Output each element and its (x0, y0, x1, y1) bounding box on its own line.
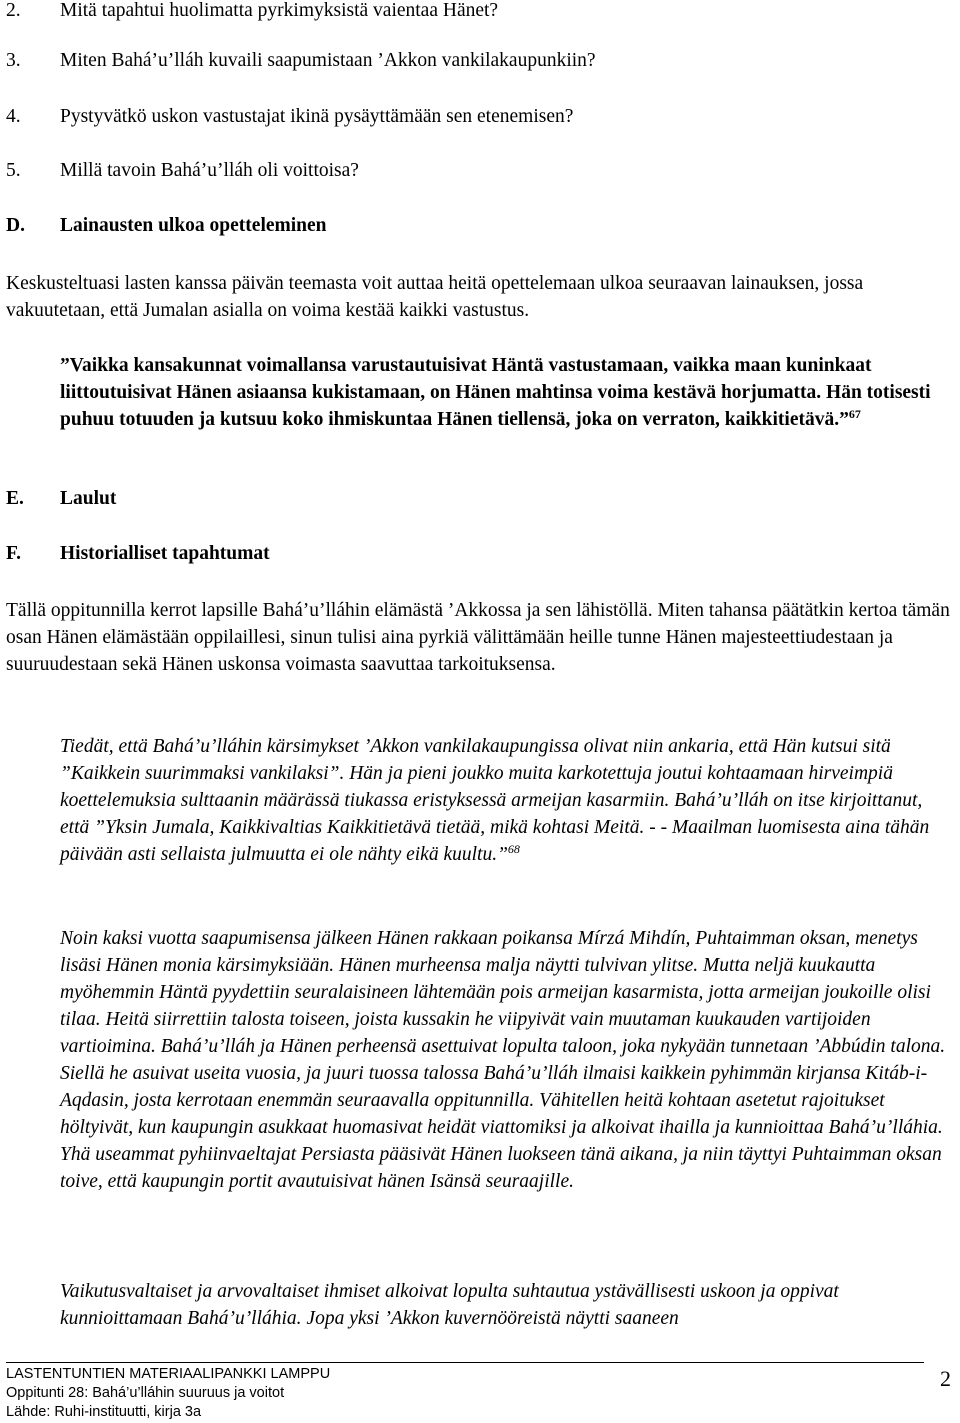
footer-divider (6, 1362, 924, 1363)
question-number: 5. (6, 160, 21, 181)
story-paragraph-3: Vaikutusvaltaiset ja arvovaltaiset ihmiset alkoivat lopulta suhtautua ystävällisesti uskoon ja oppivat kunnioittamaan Bahá’u’lláhia. Jopa yksi ’Akkon kuvernööreistä näytti saaneen (60, 1281, 839, 1329)
section-d-letter: D. (6, 215, 25, 236)
story-paragraph-1 (60, 733, 956, 868)
question-text: Millä tavoin Bahá’u’lláh oli voittoisa? (60, 160, 359, 181)
question-number: 2. (6, 0, 21, 21)
question-text: Miten Bahá’u’lláh kuvaili saapumistaan ’Akkon vankilakaupunkiin? (60, 50, 596, 71)
page-number: 2 (940, 1366, 951, 1391)
question-text: Pystyvätkö uskon vastustajat ikinä pysäyttämään sen etenemisen? (60, 106, 574, 127)
paragraph-footnote-ref: 68 (507, 842, 520, 856)
memorization-quote (60, 352, 956, 433)
story-paragraph-1-text: Tiedät, että Bahá’u’lláhin kärsimykset ’Akkon vankilakaupungissa olivat niin ankaria, että Hän kutsui sitä ”Kaikkein suurimmaksi vankilaksi”. Hän ja pieni joukko muita karkotettuja joutui kohtaamaan hirveimpiä koettelemuksia sulttaanin määrässä tiukassa eristyksessä armeijan kasarmiin. Bahá’u’lláh on itse kirjoittanut, että ”Yksin Jumala, Kaikkivaltias Kaikkitietävä tietää, mikä kohtasi Meitä. - - Maailman luomisesta aina tähän päivään asti sellaista julmuutta ei ole nähty eikä kuultu.” (60, 736, 930, 865)
story-paragraph-2: Noin kaksi vuotta saapumisensa jälkeen Hänen rakkaan poikansa Mírzá Mihdín, Puhtaimman oksan, menetys lisäsi Hänen monia kärsimyksiään. Hänen murheensa malja näytti tulvivan ylitse. Mutta neljä kuukautta myöhemmin Häntä pyydettiin seuralaisineen lähtemään pois armeijan kasarmista, jotta armeijan joukoille olisi tilaa. Heitä siirrettiin talosta toiseen, joista kussakin he viipyivät vain muutaman kuukauden vartijoiden vartioimina. Bahá’u’lláh ja Hänen perheensä asettuivat lopulta taloon, joka nykyään tunnetaan ’Abbúdin talona. Siellä he asuivat useita vuosia, ja juuri tuossa talossa Bahá’u’lláh ilmaisi kaikkein pyhimmän kirjansa Kitáb-i-Aqdasin, josta kerrotaan enemmän seuraavalla oppitunnilla. Vähitellen heitä kohtaan asetetut rajoitukset höltyivät, kun kaupungin asukkaat huomasivat heidät viattomiksi ja alkoivat ihailla ja kunnioittaa Bahá’u’lláhia. Yhä useammat pyhiinvaeltajat Persiasta pääsivät Hänen luokseen tänä aikana, ja niin täyttyi Puhtaimman oksan toive, että kaupungin portit avautuisivat hänen Isänsä seuraajille. (60, 928, 946, 1192)
section-e-letter: E. (6, 488, 24, 509)
question-number: 4. (6, 106, 21, 127)
footer-source: Lähde: Ruhi-instituutti, kirja 3a (6, 1404, 202, 1420)
section-f-letter: F. (6, 543, 21, 564)
section-e-title: Laulut (60, 488, 117, 509)
question-text: Mitä tapahtui huolimatta pyrkimyksistä vaientaa Hänet? (60, 0, 499, 21)
section-d-title: Lainausten ulkoa opetteleminen (60, 215, 327, 236)
quote-footnote-ref: 67 (848, 407, 861, 421)
section-f-intro: Tällä oppitunnilla kerrot lapsille Bahá’u’lláhin elämästä ’Akkossa ja sen lähistöllä. Miten tahansa päätätkin kertoa tämän osan Hänen elämästään oppilaillesi, sinun tulisi aina pyrkiä välittämään heille tunne Hänen majesteettiudestaan ja suuruudestaan sekä Hänen uskonsa voimasta saavuttaa tarkoituksensa. (6, 600, 950, 675)
section-d-intro: Keskusteltuasi lasten kanssa päivän teemasta voit auttaa heitä opettelemaan ulkoa seuraavan lainauksen, jossa vakuutetaan, että Jumalan asialla on voima kestää kaikki vastustus. (6, 273, 864, 321)
section-f-title: Historialliset tapahtumat (60, 543, 270, 564)
footer-series-title: LASTENTUNTIEN MATERIAALIPANKKI LAMPPU (6, 1366, 331, 1382)
quote-text: ”Vaikka kansakunnat voimallansa varustautuisivat Häntä vastustamaan, vaikka maan kuninkaat liittoutuisivat Hänen asiaansa kukistamaan, on Hänen mahtinsa voima kestävä horjumatta. Hän totisesti puhuu totuuden ja kutsuu koko ihmiskuntaa Hänen tiellensä, joka on verraton, kaikkitietävä.” (60, 355, 931, 430)
footer-lesson-title: Oppitunti 28: Bahá’u’lláhin suuruus ja voitot (6, 1385, 285, 1401)
question-number: 3. (6, 50, 21, 71)
